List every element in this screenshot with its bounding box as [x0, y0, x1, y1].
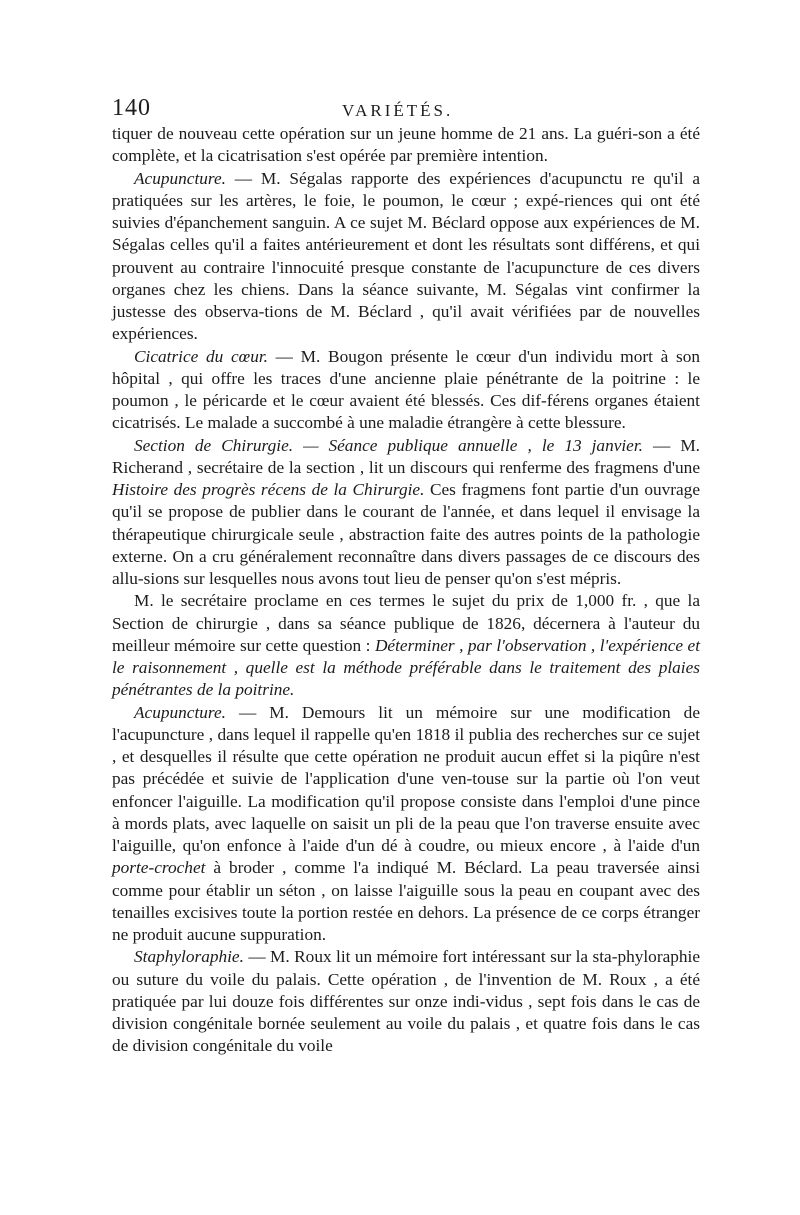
paragraph [112, 123, 700, 168]
text-run: — M. Roux lit un mémoire fort intéressant sur la sta-phyloraphie ou suture du voile du palais. Cette opération , de l'invention de M. Roux , a été pratiquée par lui douze fois différentes sur onze indi-vidus , sept fois dans le cas de division congénitale bornée seulement au voile du palais , et quatre fois dans le cas de division congénitale du voile [112, 947, 700, 1056]
paragraph [112, 346, 700, 435]
text-run: — M. Richerand , secrétaire de la section , lit un discours qui renferme des fragmens d'une [112, 435, 701, 477]
italic-run: Section de Chirurgie. — Séance publique annuelle , le 13 janvier. [134, 435, 643, 455]
italic-run: Acupuncture. [134, 702, 226, 722]
text-run: — M. Bougon présente le cœur d'un individu mort à son hôpital , qui offre les traces d'une ancienne plaie pénétrante de la poitrine : le poumon , le péricarde et le cœur avaient été blessés. Ces dif-férens organes étaient cicatrisés. Le malade a succombé à une maladie étrangère à cette blessure. [112, 346, 700, 433]
paragraph [112, 946, 700, 1057]
italic-run: porte-crochet [112, 858, 206, 878]
italic-run: Déterminer , par l'observation , l'expérience et le raisonnement , quelle est la méthode préférable dans le traitement des plaies pénétrantes de la poitrine. [112, 635, 700, 700]
italic-run: Acupuncture. [134, 168, 226, 188]
text-run: M. le secrétaire proclame en ces termes le sujet du prix de 1,000 fr. , que la Section de chirurgie , dans sa séance publique de 1826, décernera à l'auteur du meilleur mémoire sur cette question : [112, 591, 700, 655]
page-header [112, 95, 700, 123]
italic-run: Staphyloraphie. [134, 947, 244, 967]
running-head: VARIÉTÉS. [342, 101, 454, 120]
text-run: à broder , comme l'a indiqué M. Béclard. La peau traversée ainsi comme pour établir un séton , on laisse l'aiguille sous la peau en coupant avec des tenailles excisives toute la portion restée en dehors. La présence de ce corps étranger ne produit aucune suppuration. [112, 858, 700, 944]
italic-run: Cicatrice du cœur. [134, 346, 268, 366]
italic-run: Histoire des progrès récens de la Chirurgie. [112, 480, 425, 499]
page-number: 140 [112, 95, 151, 121]
paragraph [112, 435, 700, 591]
paragraph [112, 702, 700, 947]
text-run: tiquer de nouveau cette opération sur un jeune homme de 21 ans. La guéri-son a été complète, et la cicatrisation s'est opérée par première intention. [112, 124, 700, 166]
paragraph [112, 590, 700, 701]
page-body [112, 123, 700, 1058]
text-run: — M. Ségalas rapporte des expériences d'acupunctu re qu'il a pratiquées sur les artères, le foie, le poumon, le cœur ; expé-riences qui ont été suivies d'épanchement sanguin. A ce sujet M. Béclard oppose aux expériences de M. Ségalas celles qu'il a faites antérieurement et dont les résultats sont différens, et qui prouvent au contraire l'innocuité presque constante de l'acupuncture de ces divers organes chez les chiens. Dans la séance suivante, M. Ségalas vint confirmer la justesse des observa-tions de M. Béclard , qu'il avait vérifiées par de nouvelles expériences. [112, 168, 700, 344]
text-run: — M. Demours lit un mémoire sur une modification de l'acupuncture , dans lequel il rappelle qu'en 1818 il publia des recherches sur ce sujet , et desquelles il résulte que cette opération ne produit aucun effet si la piqûre n'est pas précédée et suivie de l'application d'une ven-touse sur la partie où l'on veut enfoncer l'aiguille. La modification qu'il propose consiste dans l'emploi d'une pince à mords plats, avec laquelle on saisit un pli de la peau que l'on traverse ensuite avec l'aiguille, qu'on enfonce à l'aide d'un dé à coudre, ou mieux encore , à l'aide d'un [112, 702, 700, 855]
text-run: Ces fragmens font partie d'un ouvrage qu'il se propose de publier dans le courant de l'année, et dans lequel il envisage la thérapeutique chirurgicale seule , abstraction faite des autres points de la pathologie externe. On a cru généralement reconnaître dans divers passages de ce discours des allu-sions sur lesquelles nous avons tout lieu de penser qu'on s'est mépris. [112, 480, 700, 588]
paragraph [112, 168, 700, 346]
